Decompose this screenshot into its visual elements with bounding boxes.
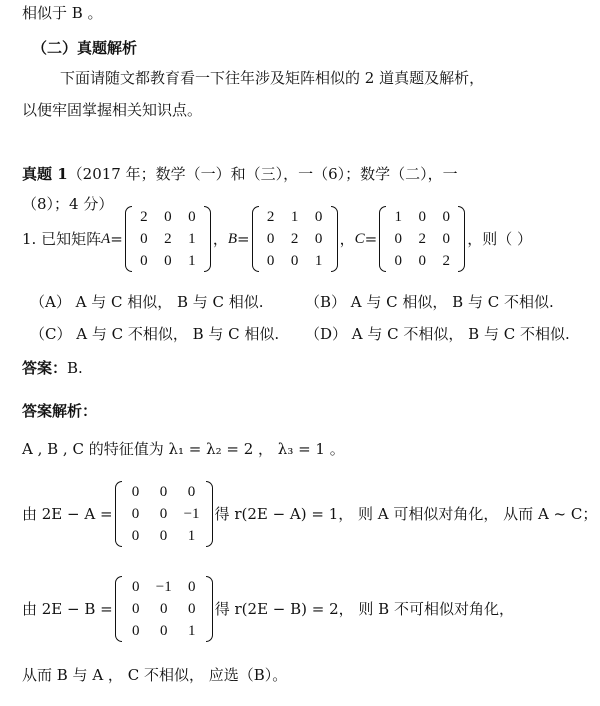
matrix-2e-minus-b-cell: 0 bbox=[131, 601, 140, 617]
matrix-2e-minus-b-cell: 0 bbox=[187, 601, 196, 617]
matrix-2e-minus-a-cell: 0 bbox=[131, 484, 140, 500]
matrix-a-cell: 0 bbox=[188, 209, 196, 225]
matrix-b-cell: 0 bbox=[314, 209, 323, 225]
matrix-c-cell: 0 bbox=[442, 231, 450, 247]
matrix-c-cell: 0 bbox=[418, 209, 426, 225]
step2-prefix: 由 2E − B = bbox=[22, 600, 113, 618]
matrix-2e-minus-b-cell: 0 bbox=[159, 623, 168, 639]
matrix-b-cell: 0 bbox=[314, 231, 323, 247]
matrix-a-cell: 2 bbox=[164, 231, 172, 247]
question-source: （2017 年；数学（一）和（三），一（6）；数学（二），一 bbox=[67, 165, 458, 183]
question-label: 真题 1 bbox=[22, 165, 68, 183]
answer-value: B. bbox=[67, 359, 83, 377]
option-c: （C） A 与 C 不相似， B 与 C 相似. bbox=[30, 325, 280, 343]
eigen-line: A , B , C 的特征值为 λ₁ = λ₂ = 2 ， λ₃ = 1 。 bbox=[22, 440, 345, 458]
matrix-a-cell: 1 bbox=[188, 253, 196, 269]
matrix-b-cell: 1 bbox=[314, 253, 323, 269]
equals-sign: = bbox=[364, 230, 378, 248]
matrix-2e-minus-a-row bbox=[122, 481, 206, 503]
matrix-2e-minus-a-cell: 0 bbox=[131, 506, 140, 522]
matrix-2e-minus-b-cell: −1 bbox=[155, 579, 172, 595]
matrix-2e-minus-b-cell: 0 bbox=[187, 579, 196, 595]
matrix-2e-minus-a-row bbox=[122, 525, 206, 547]
matrix-c bbox=[379, 206, 465, 272]
step1-line bbox=[22, 480, 597, 548]
matrix-2e-minus-b-row bbox=[122, 598, 206, 620]
answer-line bbox=[22, 357, 83, 379]
matrix-c-cell: 0 bbox=[418, 253, 426, 269]
stem-tail: ，则（ ） bbox=[467, 230, 532, 248]
matrix-2e-minus-a-cell: 1 bbox=[187, 528, 196, 544]
intro-line-1: 下面请随文都教育看一下往年涉及矩阵相似的 2 道真题及解析， bbox=[60, 69, 485, 87]
question-source-line-1 bbox=[22, 163, 458, 185]
equals-sign: = bbox=[237, 230, 250, 248]
matrix-a-cell: 0 bbox=[140, 253, 148, 269]
matrix-c-cell: 2 bbox=[442, 253, 450, 269]
matrix-a-cell: 2 bbox=[140, 209, 148, 225]
stem-prefix: 1. 已知矩阵 bbox=[22, 230, 102, 248]
matrix-a-cell: 1 bbox=[188, 231, 196, 247]
intro-line-2: 以便牢固掌握相关知识点。 bbox=[22, 101, 203, 119]
matrix-c-cell: 0 bbox=[442, 209, 450, 225]
matrix-a-cell: 0 bbox=[164, 209, 172, 225]
analysis-title: 答案解析： bbox=[22, 402, 98, 420]
step2-suffix: 得 r(2E − B) = 2， 则 B 不可相似对角化， bbox=[214, 600, 514, 618]
matrix-b-cell: 2 bbox=[266, 209, 275, 225]
matrix-b-cell: 0 bbox=[266, 231, 275, 247]
matrix-b-cell: 0 bbox=[290, 253, 299, 269]
matrix-c-cell: 1 bbox=[394, 209, 402, 225]
conclusion-line: 从而 B 与 A ， C 不相似， 应选（B）。 bbox=[22, 666, 288, 684]
option-a: （A） A 与 C 相似， B 与 C 相似. bbox=[30, 293, 264, 311]
step1-prefix: 由 2E − A = bbox=[22, 505, 113, 523]
question-source-line-2: （8）；4 分） bbox=[22, 195, 114, 213]
matrix-a-cell: 0 bbox=[164, 253, 172, 269]
matrix-b-name: B bbox=[227, 231, 238, 247]
matrix-2e-minus-a-cell: 0 bbox=[131, 528, 140, 544]
equals-sign: = bbox=[110, 230, 123, 248]
matrix-a-cell: 0 bbox=[140, 231, 148, 247]
answer-label: 答案： bbox=[22, 359, 68, 377]
matrix-c-name: C bbox=[354, 231, 365, 247]
matrix-2e-minus-b bbox=[115, 576, 213, 642]
matrix-2e-minus-b-row bbox=[122, 620, 206, 642]
matrix-2e-minus-a-cell: 0 bbox=[159, 484, 168, 500]
matrix-c-row bbox=[386, 206, 458, 228]
matrix-c-cell: 0 bbox=[394, 253, 402, 269]
matrix-2e-minus-a-cell: 0 bbox=[187, 484, 196, 500]
matrix-a-name: A bbox=[101, 231, 111, 247]
matrix-c-row bbox=[386, 228, 458, 250]
matrix-2e-minus-b-row bbox=[122, 576, 206, 598]
matrix-c-cell: 2 bbox=[418, 231, 426, 247]
top-line: 相似于 B 。 bbox=[22, 4, 103, 22]
matrix-c-cell: 0 bbox=[394, 231, 402, 247]
matrix-b-cell: 0 bbox=[266, 253, 275, 269]
option-b: （B） A 与 C 相似， B 与 C 不相似. bbox=[305, 293, 554, 311]
question-stem bbox=[22, 205, 532, 273]
matrix-2e-minus-a-row bbox=[122, 503, 206, 525]
matrix-2e-minus-b-cell: 0 bbox=[159, 601, 168, 617]
matrix-2e-minus-a-cell: 0 bbox=[159, 528, 168, 544]
step1-suffix: 得 r(2E − A) = 1， 则 A 可相似对角化， 从而 A ~ C； bbox=[214, 505, 598, 523]
matrix-b-row bbox=[259, 228, 331, 250]
matrix-2e-minus-a-cell: −1 bbox=[183, 506, 200, 522]
matrix-2e-minus-b-cell: 1 bbox=[187, 623, 196, 639]
comma: ， bbox=[339, 230, 355, 248]
matrix-c-row bbox=[386, 250, 458, 272]
section-title: （二）真题解析 bbox=[32, 39, 138, 57]
matrix-b-cell: 2 bbox=[290, 231, 299, 247]
matrix-a-row bbox=[132, 228, 204, 250]
matrix-b-row bbox=[259, 206, 331, 228]
matrix-2e-minus-b-cell: 0 bbox=[131, 623, 140, 639]
matrix-2e-minus-a-cell: 0 bbox=[159, 506, 168, 522]
matrix-2e-minus-a bbox=[115, 481, 213, 547]
matrix-b-row bbox=[259, 250, 331, 272]
option-d: （D） A 与 C 不相似， B 与 C 不相似. bbox=[305, 325, 570, 343]
matrix-2e-minus-b-cell: 0 bbox=[131, 579, 140, 595]
matrix-b-cell: 1 bbox=[290, 209, 299, 225]
matrix-a-row bbox=[132, 206, 204, 228]
matrix-b bbox=[252, 206, 338, 272]
step2-line bbox=[22, 575, 514, 643]
matrix-a-row bbox=[132, 250, 204, 272]
comma: ， bbox=[212, 230, 228, 248]
matrix-a bbox=[125, 206, 211, 272]
